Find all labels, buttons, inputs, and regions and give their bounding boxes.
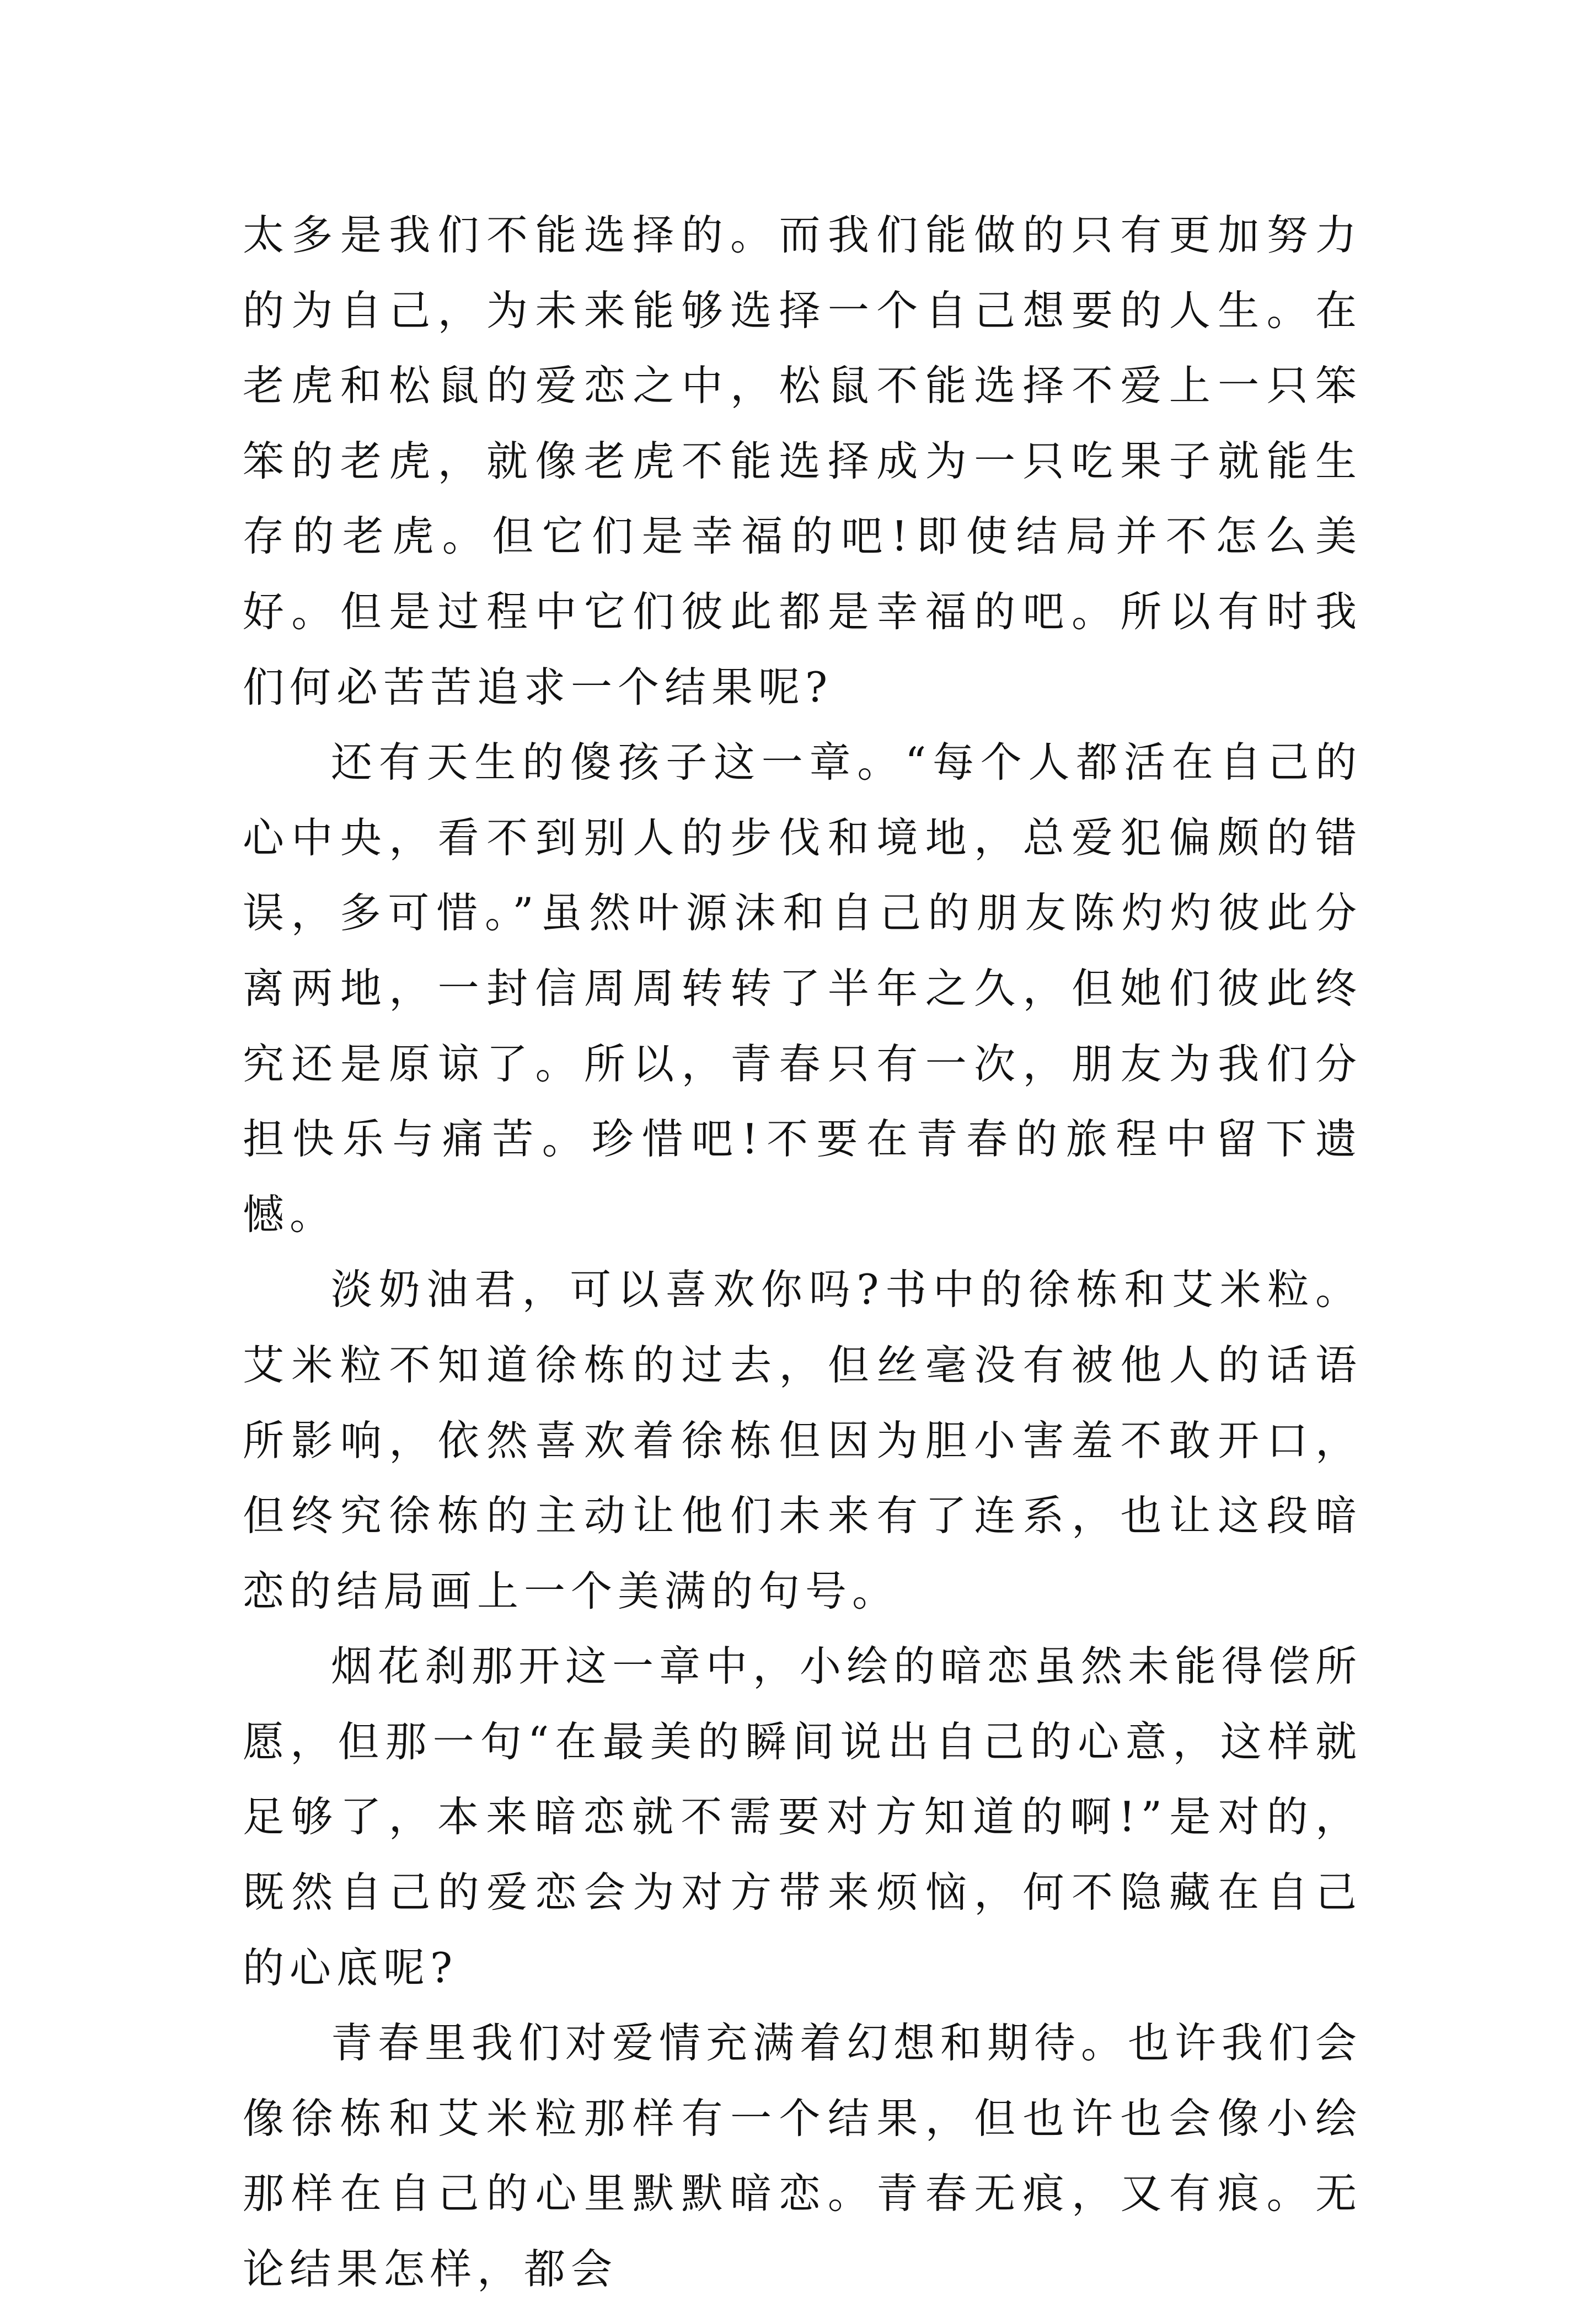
paragraph-1: 太多是我们不能选择的。而我们能做的只有更加努力的为自己，为未来能够选择一个自己想要的人生。在老虎和松鼠的爱恋之中，松鼠不能选择不爱上一只笨笨的老虎，就像老虎不能选择成为一只吃果子就能生存的老虎。但它们是幸福的吧!即使结局并不怎么美好。但是过程中它们彼此都是幸福的吧。所以有时我们何必苦苦追求一个结果呢? [243, 211, 1362, 711]
body-text [243, 197, 1362, 2307]
paragraph-4: 烟花刹那开这一章中，小绘的暗恋虽然未能得偿所愿，但那一句“在最美的瞬间说出自己的心意，这样就足够了，本来暗恋就不需要对方知道的啊!”是对的，既然自己的爱恋会为对方带来烦恼，何不隐藏在自己的心底呢? [243, 1642, 1363, 1992]
paragraph-5: 青春里我们对爱情充满着幻想和期待。也许我们会像徐栋和艾米粒那样有一个结果，但也许也会像小绘那样在自己的心里默默暗恋。青春无痕，又有痕。无论结果怎样，都会 [243, 2019, 1363, 2294]
paragraph-3: 淡奶油君，可以喜欢你吗?书中的徐栋和艾米粒。艾米粒不知道徐栋的过去，但丝毫没有被他人的话语所影响，依然喜欢着徐栋但因为胆小害羞不敢开口，但终究徐栋的主动让他们未来有了连系，也让这段暗恋的结局画上一个美满的句号。 [243, 1265, 1362, 1615]
paragraph-2: 还有天生的傻孩子这一章。“每个人都活在自己的心中央，看不到别人的步伐和境地，总爱犯偏颇的错误，多可惜。”虽然叶源沫和自己的朋友陈灼灼彼此分离两地，一封信周周转转了半年之久，但她们彼此终究还是原谅了。所以，青春只有一次，朋友为我们分担快乐与痛苦。珍惜吧!不要在青春的旅程中留下遗憾。 [243, 738, 1362, 1239]
